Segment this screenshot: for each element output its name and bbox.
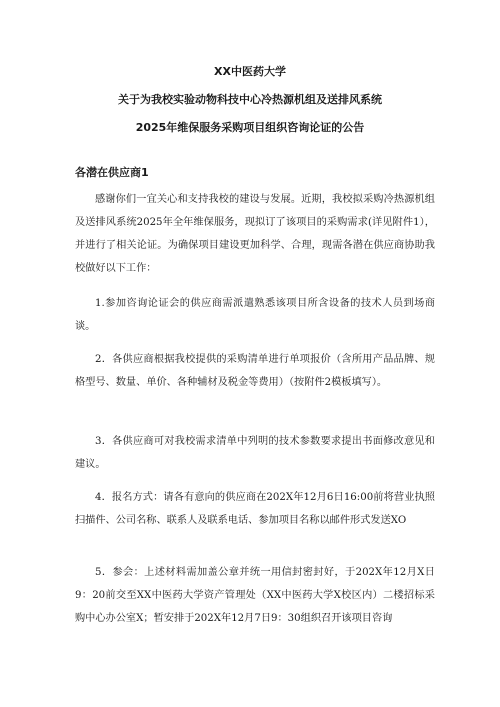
- list-item-3: 3．各供应商可对我校需求清单中列明的技术参数要求提出书面修改意见和建议。: [75, 436, 435, 470]
- list-item-4: 4．报名方式：请各有意向的供应商在202X年12月6日16:00前将营业执照扫描件、公司名称、联系人及联系电话、参加项目名称以邮件形式发送XO: [75, 492, 435, 526]
- document-title-university: XX中医药大学: [214, 65, 286, 78]
- document-title-subject: 关于为我校实验动物科技中心冷热源机组及送排风系统: [118, 93, 382, 106]
- salutation: 各潜在供应商1: [75, 166, 149, 179]
- list-item-5: 5．参会：上述材料需加盖公章并统一用信封密封好，于202X年12月X日9：20前交至XX中医药大学资产管理处（XX中医药大学X校区内）二楼招标采购中心办公室X；暂安排于202X年12月7日9：30组织召开该项目咨询: [75, 567, 435, 624]
- list-item-2: 2．各供应商根据我校提供的采购清单进行单项报价（含所用产品品牌、规格型号、数量、单价、各种辅材及税金等费用）（按附件2模板填写）。: [75, 354, 435, 388]
- list-item-1: 1.参加咨询论证会的供应商需派遣熟悉该项目所含设备的技术人员到场商谈。: [75, 298, 435, 332]
- document-title-project: 2025年维保服务采购项目组织咨询论证的公告: [135, 121, 365, 134]
- paragraph-intro: 感谢你们一宜关心和支持我校的建设与发展。近期，我校拟采购冷热源机组及送排风系统2025年全年维保服务，现拟订了该项目的采购需求(详见附件1），并进行了相关论证。为确保项目建设更加科学、合理，现需各潜在供应商协助我校做好以下工作：: [75, 194, 435, 274]
